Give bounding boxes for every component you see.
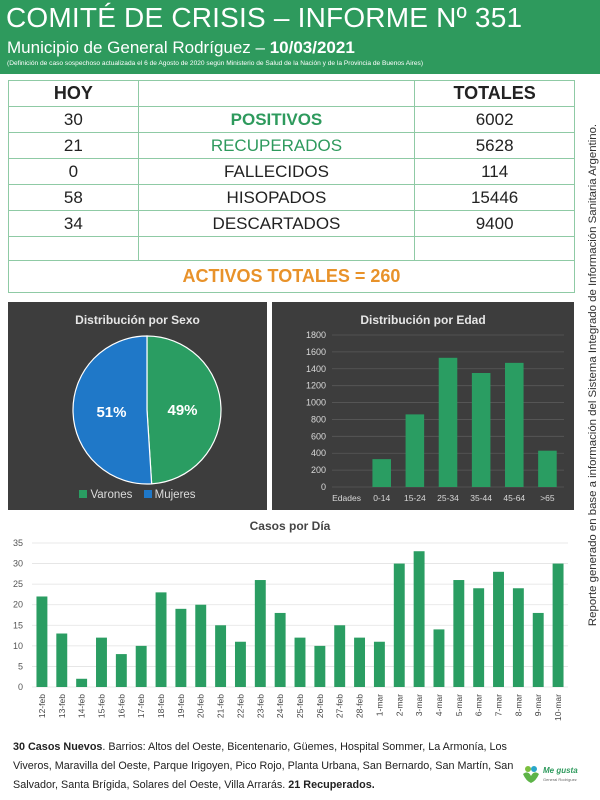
age-bar xyxy=(472,373,491,487)
header-blank xyxy=(138,81,415,107)
x-tick-label: 15-24 xyxy=(403,493,426,503)
age-bar xyxy=(406,414,425,487)
daily-bar xyxy=(295,638,306,687)
legend-item-mujeres xyxy=(144,489,196,501)
y-tick-label: 400 xyxy=(310,448,326,459)
definition-note: (Definición de caso sospechoso actualizada el 6 de Agosto de 2020 según Ministerio de Salud de la Nación y de la Provincia de Buenos Aires) xyxy=(7,60,424,67)
y-tick-label: 0 xyxy=(17,682,23,692)
daily-bar xyxy=(156,592,167,687)
daily-bar xyxy=(533,613,544,687)
daily-bar xyxy=(334,625,345,687)
header-hoy: HOY xyxy=(9,81,139,107)
x-tick-label: 17-feb xyxy=(136,694,147,719)
daily-bar xyxy=(255,580,266,687)
label-cell: POSITIVOS xyxy=(138,107,415,133)
heart-people-icon xyxy=(521,764,541,784)
x-tick-label: 13-feb xyxy=(56,694,67,719)
hoy-cell: 34 xyxy=(9,211,139,237)
y-tick-label: 1400 xyxy=(305,363,326,374)
table-row xyxy=(9,159,575,185)
daily-bar xyxy=(76,679,87,687)
municipality-name: Municipio de General Rodríguez – xyxy=(7,38,270,57)
daily-chart-title: Casos por Día xyxy=(249,519,331,533)
x-tick-label: 27-feb xyxy=(334,694,345,719)
empty-row xyxy=(9,237,575,261)
legend-item-varones xyxy=(79,489,132,501)
logo-subtext: General Rodríguez xyxy=(543,777,577,782)
daily-bar xyxy=(434,629,445,687)
daily-bar xyxy=(175,609,186,687)
x-tick-label: 26-feb xyxy=(314,694,325,719)
y-tick-label: 600 xyxy=(310,431,326,442)
age-bar xyxy=(372,459,391,487)
y-tick-label: 1200 xyxy=(305,380,326,391)
daily-bar xyxy=(36,596,47,687)
age-bar xyxy=(538,451,557,487)
sex-legend xyxy=(8,489,267,501)
legend-swatch-mujeres xyxy=(144,490,152,498)
daily-bar xyxy=(453,580,464,687)
daily-bar xyxy=(314,646,325,687)
x-tick-label: 35-44 xyxy=(470,493,493,503)
x-tick-label: 3-mar xyxy=(414,694,425,717)
label-cell: HISOPADOS xyxy=(138,185,415,211)
x-tick-label: 24-feb xyxy=(275,694,286,719)
empty-cell xyxy=(9,237,139,261)
daily-bar xyxy=(374,642,385,687)
y-tick-label: 1000 xyxy=(305,397,326,408)
total-cell: 9400 xyxy=(415,211,575,237)
daily-bar xyxy=(195,605,206,687)
pie-label-mujeres: 51% xyxy=(96,404,127,422)
activos-totales: ACTIVOS TOTALES = 260 xyxy=(9,261,575,293)
legend-label-mujeres: Mujeres xyxy=(154,489,196,501)
empty-cell xyxy=(138,237,415,261)
table-row xyxy=(9,133,575,159)
report-title: COMITÉ DE CRISIS – INFORME Nº 351 xyxy=(6,2,523,33)
x-tick-label: 9-mar xyxy=(533,694,544,717)
age-bar xyxy=(505,363,524,487)
report-header xyxy=(0,0,600,74)
y-tick-label: 10 xyxy=(12,640,23,651)
total-cell: 5628 xyxy=(415,133,575,159)
total-cell: 114 xyxy=(415,159,575,185)
x-tick-label: 2-mar xyxy=(394,694,405,717)
x-tick-label: 12-feb xyxy=(36,694,47,719)
municipality-logo xyxy=(521,762,579,790)
y-tick-label: 5 xyxy=(17,661,23,672)
x-tick-label: 25-34 xyxy=(437,493,459,503)
y-tick-label: 1800 xyxy=(305,330,326,340)
daily-bar xyxy=(275,613,286,687)
daily-bar xyxy=(394,564,405,687)
legend-swatch-varones xyxy=(79,490,87,498)
hoy-cell: 58 xyxy=(9,185,139,211)
y-tick-label: 20 xyxy=(12,599,23,610)
age-chart-title: Distribución por Edad xyxy=(360,313,486,327)
y-tick-label: 200 xyxy=(310,465,326,476)
recovered-count: 21 Recuperados. xyxy=(288,779,375,791)
x-tick-label: 6-mar xyxy=(473,694,484,717)
sex-chart-title: Distribución por Sexo xyxy=(75,313,200,327)
x-tick-label: 25-feb xyxy=(295,694,305,719)
x-tick-label: 23-feb xyxy=(255,694,266,719)
daily-bar xyxy=(354,638,365,687)
header-totales: TOTALES xyxy=(415,81,575,107)
daily-bar xyxy=(414,551,425,687)
source-note-text: Reporte generado en base a información del Sistema Integrado de Información Sanitaria Argentino. xyxy=(587,123,599,627)
daily-bar xyxy=(473,588,484,687)
y-tick-label: 0 xyxy=(320,482,326,492)
age-bar xyxy=(439,358,458,487)
table-row xyxy=(9,211,575,237)
stats-table xyxy=(8,80,575,293)
x-tick-label: 0-14 xyxy=(373,493,391,503)
hoy-cell: 0 xyxy=(9,159,139,185)
y-tick-label: 1600 xyxy=(305,346,326,357)
sex-distribution-panel xyxy=(8,302,267,510)
x-tick-label: 18-feb xyxy=(156,694,167,719)
x-tick-label: 8-mar xyxy=(513,694,524,717)
y-tick-label: 800 xyxy=(310,414,326,425)
y-tick-label: 35 xyxy=(12,538,23,548)
sex-pie-chart xyxy=(8,302,267,510)
new-cases-count: 30 Casos Nuevos xyxy=(13,741,103,753)
daily-bar xyxy=(136,646,147,687)
hoy-cell: 21 xyxy=(9,133,139,159)
label-cell: DESCARTADOS xyxy=(138,211,415,237)
x-tick-label: 20-feb xyxy=(195,694,206,719)
hoy-cell: 30 xyxy=(9,107,139,133)
total-cell: 15446 xyxy=(415,185,575,211)
x-tick-label: 19-feb xyxy=(175,694,186,719)
total-cell: 6002 xyxy=(415,107,575,133)
daily-bar xyxy=(215,625,226,687)
barrios-list: . Barrios: Altos del Oeste, Bicentenario, Güemes, Hospital Sommer, La Armonía, Los Viveros, Maravilla del Oeste, Parque Irigoyen, Pico Rojo, Planta Urbana, San Bernardo, San Martín, San Salvador, Santa Brígida, Solares del Oeste, Villa Arrarás. xyxy=(13,741,514,791)
x-tick-label: 5-mar xyxy=(453,694,464,717)
y-tick-label: 15 xyxy=(12,620,23,631)
x-tick-label: 45-64 xyxy=(503,493,526,503)
source-note xyxy=(583,80,600,670)
x-tick-label: >65 xyxy=(540,493,555,503)
table-row xyxy=(9,107,575,133)
x-tick-label: 22-feb xyxy=(235,694,246,719)
x-tick-label: 10-mar xyxy=(553,694,564,721)
x-tick-label: 14-feb xyxy=(76,694,87,719)
report-date: 10/03/2021 xyxy=(269,38,355,57)
legend-label-varones: Varones xyxy=(90,489,133,501)
report-subtitle xyxy=(7,38,355,58)
x-tick-label: 1-mar xyxy=(374,694,385,717)
daily-bar xyxy=(553,564,564,687)
daily-bar xyxy=(235,642,246,687)
pie-label-varones: 49% xyxy=(167,401,198,419)
activos-row xyxy=(9,261,575,293)
x-tick-label: 7-mar xyxy=(493,694,504,717)
x-tick-label: 21-feb xyxy=(215,694,226,719)
y-tick-label: 30 xyxy=(12,558,23,569)
y-tick-label: 25 xyxy=(12,579,23,590)
table-row xyxy=(9,185,575,211)
age-bar-chart xyxy=(272,302,574,510)
x-tick-label: 15-feb xyxy=(96,694,107,719)
daily-bar xyxy=(513,588,524,687)
daily-bar xyxy=(116,654,127,687)
label-cell: RECUPERADOS xyxy=(138,133,415,159)
label-cell: FALLECIDOS xyxy=(138,159,415,185)
x-tick-label: 16-feb xyxy=(116,694,127,719)
daily-cases-chart xyxy=(8,514,573,734)
daily-bar xyxy=(56,634,67,687)
age-distribution-panel xyxy=(272,302,574,510)
logo-text: Me gusta xyxy=(543,766,578,775)
empty-cell xyxy=(415,237,575,261)
x-axis-category-label: Edades xyxy=(332,493,361,503)
footer-summary xyxy=(13,738,519,795)
x-tick-label: 28-feb xyxy=(354,694,365,719)
x-tick-label: 4-mar xyxy=(433,694,444,717)
table-header-row xyxy=(9,81,575,107)
daily-bar xyxy=(493,572,504,687)
daily-bar xyxy=(96,638,107,687)
